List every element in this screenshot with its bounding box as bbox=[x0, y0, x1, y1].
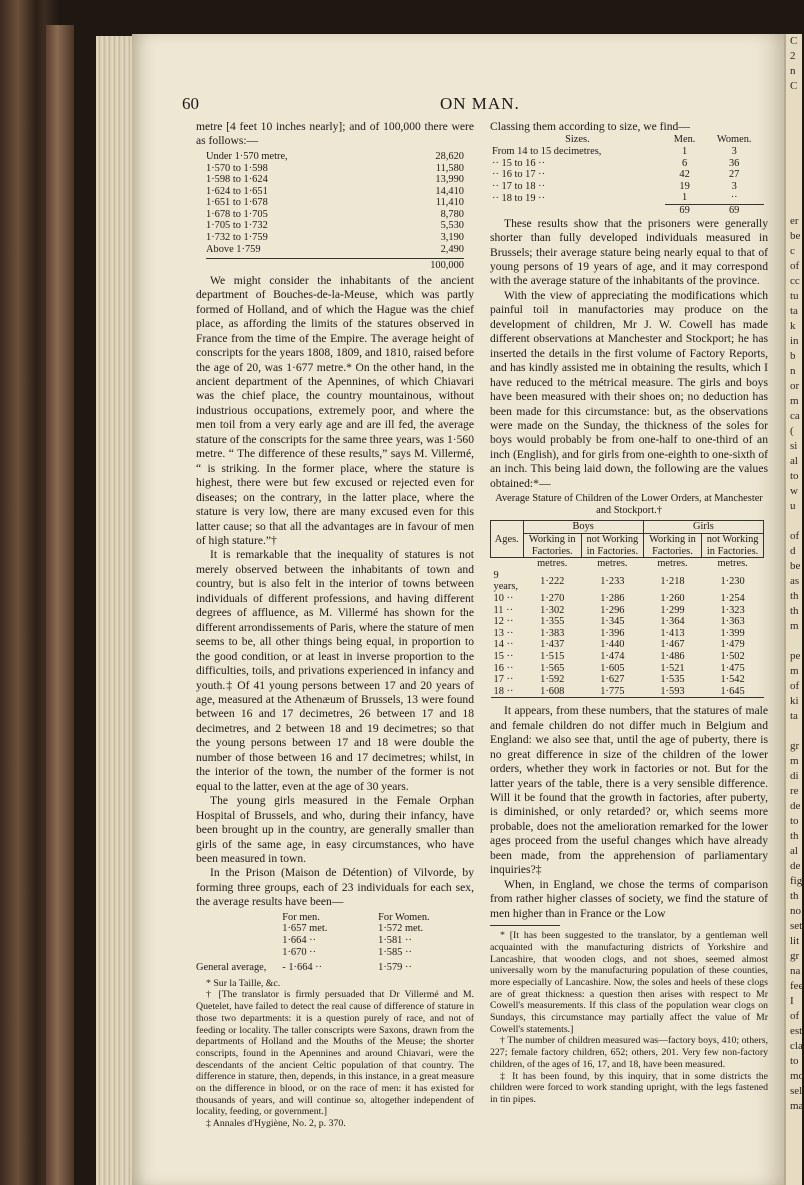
next-page-fragment: lit bbox=[790, 935, 800, 947]
size-table bbox=[490, 134, 764, 216]
unit-row bbox=[491, 558, 764, 570]
next-page-fragment: be bbox=[790, 230, 801, 242]
next-page-fragment: to bbox=[790, 470, 799, 482]
prison-table bbox=[196, 912, 474, 958]
paragraph: When, in England, we chose the terms of comparison from rather higher classes of society, we find the stature of men higher than in France or the Low bbox=[490, 877, 768, 920]
girls-working-head: Working in Factories. bbox=[643, 534, 701, 558]
paragraph: metre [4 feet 10 inches nearly]; and of 100,000 there were as follows:— bbox=[196, 120, 474, 148]
paragraph: In the Prison (Maison de Détention) of Vilvorde, by forming three groups, each of 23 individuals for each sex, the average results have been— bbox=[196, 866, 474, 909]
boys-not-working-value: 1·440 bbox=[600, 639, 625, 651]
next-page-fragment bbox=[786, 169, 802, 184]
boys-not-working-value: 1·775 bbox=[600, 685, 625, 697]
next-page-fragment: set bbox=[790, 920, 803, 932]
size-range: ·· 16 to 17 ·· bbox=[492, 169, 546, 181]
size-row bbox=[490, 181, 764, 193]
men-count: 1 bbox=[681, 146, 688, 158]
age: 9 years, bbox=[493, 569, 519, 593]
next-page-fragment: sel bbox=[790, 1085, 803, 1097]
paragraph: It appears, from these numbers, that the statures of male and female children do not differ much in Belgium and England: we also see that, until the age of puberty, there is no great difference in size of the children of the lower orders, whether they work in factories or not. But for the latter years of the table, there is a very sensible difference. Will it be found that the growth in factories, after puberty, is diminished, or only retarded? or, which seems more probable, does not the amelioration remarked for the lower ages proceed from the useful changes which have already been made, from the apprehension of parliamentary inquiries?‡ bbox=[490, 704, 768, 877]
next-page-fragment: ma bbox=[790, 1100, 804, 1112]
size-row bbox=[490, 146, 764, 158]
stature-count: 11,580 bbox=[435, 162, 464, 174]
girls-not-working-value: 1·363 bbox=[720, 616, 745, 628]
next-page-fragment bbox=[786, 634, 802, 649]
running-title: ON MAN. bbox=[440, 94, 520, 113]
girls-not-working-value: 1·399 bbox=[720, 627, 745, 639]
next-page-edge bbox=[784, 34, 802, 1185]
stature-table-row bbox=[491, 570, 764, 593]
prison-men-value: 1·664 ·· bbox=[282, 934, 317, 946]
prison-men bbox=[282, 912, 378, 958]
size-range: ·· 15 to 16 ·· bbox=[492, 157, 546, 169]
girls-working-value: 1·467 bbox=[660, 639, 685, 651]
boys-working-value: 1·355 bbox=[540, 616, 565, 628]
next-page-fragment bbox=[786, 154, 802, 169]
stature-row bbox=[206, 186, 464, 198]
girls-working-value: 1·413 bbox=[660, 627, 685, 639]
paragraph: With the view of appreciating the modifications which painful toil in manufactories may produce on the development of children, Mr J. W. Cowell has made different observations at Manchester and Stockport; he has inserted the details in the first volume of Factory Reports, and has kindly assisted me in obtaining the results, which I have reduced to the métrical measure. The girls and boys have been measured with their shoes on; no deduction has been made for this circumstance: but, as the observations were made on the Sunday, the thickness of the soles for boys would probably be from one-half to one-third of an inch (English), and for girls from one-eighth to one-sixth of an inch. This being laid down, the following are the values obtained:*— bbox=[490, 288, 768, 490]
girls-not-working-unit: metres. bbox=[717, 558, 748, 570]
next-page-fragment: m bbox=[790, 755, 799, 767]
age: 16 ·· bbox=[493, 662, 514, 674]
stature-count: 13,990 bbox=[435, 174, 464, 186]
prison-women-value: 1·581 ·· bbox=[378, 934, 412, 946]
next-page-fragment bbox=[786, 94, 802, 109]
stature-range: 1·570 to 1·598 bbox=[206, 162, 268, 174]
age: 11 ·· bbox=[493, 604, 514, 616]
next-page-fragment: al bbox=[790, 455, 798, 467]
size-range: ·· 18 to 19 ·· bbox=[492, 192, 546, 204]
next-page-fragment: pe bbox=[790, 650, 801, 662]
stature-row bbox=[206, 163, 464, 175]
women-total: 69 bbox=[704, 205, 764, 217]
next-page-fragment: 2 bbox=[790, 50, 796, 62]
next-page-fragment: na bbox=[790, 965, 801, 977]
stature-table-row bbox=[491, 639, 764, 651]
boys-not-working-value: 1·396 bbox=[600, 627, 625, 639]
prison-women-value: 1·585 ·· bbox=[378, 946, 412, 958]
stature-row bbox=[206, 244, 464, 256]
footnote: † [The translator is firmly persuaded that Dr Villermé and M. Quetelet, have failed to detect the real cause of difference of stature in those two departments: it is a question purely of race, and not of feeding or locality. The taller conscripts were Saxons, drawn from the departments of Holland and the Mouths of the Meuse; the shorter conscripts, found in the Apennines and around Chiavari, were the descendants of the ancient Celtic population of that country. The difference in stature, then, depends, in this instance, in a great measure on the difference in blood, or on the race of men: it has existed for thousands of years, and will continue so, altogether independent of locality, feeding, or government.] bbox=[196, 989, 474, 1118]
men-count: 1 bbox=[681, 192, 688, 204]
stature-row bbox=[206, 197, 464, 209]
footnote: * Sur la Taille, &c. bbox=[206, 977, 281, 989]
footnote: † The number of children measured was—factory boys, 410; others, 227; female factory children, 652; others, 201. Very few non-factory children, of the ages of 16, 17, and 18, have been measured. bbox=[490, 1035, 768, 1070]
girls-not-working-value: 1·502 bbox=[720, 650, 745, 662]
girls-working-value: 1·593 bbox=[660, 685, 685, 697]
age: 17 ·· bbox=[493, 674, 514, 686]
boys-not-working-value: 1·605 bbox=[600, 662, 625, 674]
stature-range: 1·678 to 1·705 bbox=[206, 208, 268, 220]
next-page-fragment: m bbox=[790, 395, 799, 407]
age: 15 ·· bbox=[493, 650, 514, 662]
stature-range: 1·598 to 1·624 bbox=[206, 174, 268, 186]
girls-not-working-value: 1·323 bbox=[720, 604, 745, 616]
footnote: ‡ It has been found, by this inquiry, that in some districts the children were forced to work standing upright, with the legs fastened in tin pipes. bbox=[490, 1070, 768, 1105]
boys-working-value: 1·302 bbox=[540, 604, 565, 616]
next-page-fragment: fee bbox=[790, 980, 804, 992]
next-page-fragment: or bbox=[790, 380, 800, 392]
stature-range: Above 1·759 bbox=[206, 243, 261, 255]
prison-women-value: 1·572 met. bbox=[378, 923, 424, 935]
girls-working-value: 1·486 bbox=[660, 650, 685, 662]
next-page-fragment: de bbox=[790, 860, 801, 872]
size-row bbox=[490, 169, 764, 181]
boys-working-value: 1·222 bbox=[540, 575, 565, 587]
stature-range: 1·624 to 1·651 bbox=[206, 185, 268, 197]
boys-working-value: 1·270 bbox=[540, 592, 565, 604]
men-head: Men. bbox=[673, 134, 696, 146]
women-average: 1·579 ·· bbox=[378, 962, 412, 974]
stature-table-row bbox=[491, 593, 764, 605]
size-head: Sizes. bbox=[565, 134, 590, 146]
women-count: 36 bbox=[728, 157, 740, 169]
next-page-fragment: de bbox=[790, 800, 801, 812]
next-page-fragment: di bbox=[790, 770, 799, 782]
next-page-fragment: n bbox=[790, 65, 796, 77]
stature-table-row bbox=[491, 616, 764, 628]
footnote: ‡ Annales d'Hygiène, No. 2, p. 370. bbox=[206, 1118, 346, 1130]
next-page-fragment: cc bbox=[790, 275, 800, 287]
women-count: 3 bbox=[731, 146, 737, 158]
stature-count: 14,410 bbox=[435, 185, 464, 197]
next-page-fragment: si bbox=[790, 440, 798, 452]
prison-men-head: For men. bbox=[282, 911, 320, 923]
girls-not-working-value: 1·542 bbox=[720, 674, 745, 686]
girls-working-unit: metres. bbox=[657, 558, 688, 570]
table-title: Average Stature of Children of the Lower Orders, at Manchester and Stockport.† bbox=[495, 493, 763, 516]
paragraph: We might consider the inhabitants of the ancient department of Bouches-de-la-Meuse, which was partly formed of Holland, and of which the Hague was the chief place, as affording the limits of the statures observed in France from the time of the Empire. The average height of conscripts for the years 1808, 1809, and 1810, raised before the age of 20, was 1·677 metre.* On the other hand, in the ancient department of the Apennines, of which Chiavari was the chief place, the country mountainous, without industrious occupations, extremely poor, and where the men toil from a very early age and are ill fed, the average stature of the conscripts for the same three years, was 1·560 metre. “ The difference of these results,” says M. Villermé, “ is striking. In the former place, where the stature is highest, there were but few excused or rejected even for diseases; on the contrary, in the latter place, where the stature is very low, there are many excused even for this latter cause; so that all the advantages are in favour of men of high stature.”† bbox=[196, 273, 474, 547]
stature-table-row bbox=[491, 605, 764, 617]
age: 12 ·· bbox=[493, 616, 514, 628]
next-page-fragment: ta bbox=[790, 305, 798, 317]
next-page-fragment: cla bbox=[790, 1040, 803, 1052]
prison-men-value: 1·670 ·· bbox=[282, 946, 317, 958]
left-column bbox=[196, 120, 474, 1130]
boys-working-value: 1·592 bbox=[540, 674, 565, 686]
age: 10 ·· bbox=[493, 592, 514, 604]
stature-total: 100,000 bbox=[206, 258, 464, 272]
footnotes-right bbox=[490, 930, 768, 1106]
age: 13 ·· bbox=[493, 627, 514, 639]
next-page-fragment: ( bbox=[790, 425, 794, 437]
girls-not-working-value: 1·475 bbox=[720, 662, 745, 674]
stature-count: 5,530 bbox=[440, 220, 464, 232]
next-page-fragment: m bbox=[790, 665, 799, 677]
boys-not-working-value: 1·233 bbox=[600, 575, 625, 587]
girls-working-value: 1·521 bbox=[660, 662, 685, 674]
prison-average bbox=[196, 962, 474, 974]
stature-row bbox=[206, 151, 464, 163]
next-page-fragment: th bbox=[790, 605, 799, 617]
stature-table-row bbox=[491, 663, 764, 675]
women-count: ·· bbox=[730, 192, 738, 204]
next-page-fragment: k bbox=[790, 320, 796, 332]
next-page-fragment: c bbox=[790, 245, 795, 257]
next-page-fragment: u bbox=[790, 500, 796, 512]
next-page-fragment bbox=[786, 184, 802, 199]
page-stack-edge bbox=[96, 36, 136, 1185]
age: 14 ·· bbox=[493, 639, 514, 651]
next-page-fragment: no bbox=[790, 905, 801, 917]
girls-not-working-value: 1·645 bbox=[720, 685, 745, 697]
size-range: ·· 17 to 18 ·· bbox=[492, 180, 546, 192]
next-page-fragment bbox=[786, 124, 802, 139]
boys-working-value: 1·565 bbox=[540, 662, 565, 674]
next-page-fragment: C bbox=[790, 35, 798, 47]
men-count: 19 bbox=[679, 180, 690, 192]
unit-blank bbox=[491, 558, 524, 570]
boys-not-working-value: 1·345 bbox=[600, 616, 625, 628]
girls-head: Girls bbox=[643, 521, 763, 534]
next-page-fragment: of bbox=[790, 530, 800, 542]
boys-not-working-head: not Working in Factories. bbox=[581, 534, 643, 558]
girls-working-value: 1·299 bbox=[660, 604, 685, 616]
next-page-fragment: of bbox=[790, 260, 800, 272]
boys-head: Boys bbox=[523, 521, 643, 534]
stature-table-row bbox=[491, 686, 764, 698]
next-page-fragment: re bbox=[790, 785, 799, 797]
girls-working-value: 1·218 bbox=[660, 575, 685, 587]
men-count: 42 bbox=[679, 169, 690, 181]
next-page-fragment: in bbox=[790, 335, 799, 347]
boys-not-working-value: 1·296 bbox=[600, 604, 625, 616]
women-count: 27 bbox=[728, 169, 740, 181]
girls-working-value: 1·364 bbox=[660, 616, 685, 628]
stature-row bbox=[206, 232, 464, 244]
boys-working-head: Working in Factories. bbox=[523, 534, 581, 558]
page-number: 60 bbox=[182, 94, 199, 113]
stature-table-row bbox=[491, 628, 764, 640]
stature-count: 2,490 bbox=[440, 243, 464, 255]
next-page-fragment bbox=[786, 199, 802, 214]
next-page-fragment: be bbox=[790, 560, 801, 572]
women-count: 3 bbox=[731, 180, 737, 192]
size-row bbox=[490, 158, 764, 170]
stature-range: 1·651 to 1·678 bbox=[206, 197, 268, 209]
boys-working-unit: metres. bbox=[537, 558, 568, 570]
stature-range: 1·732 to 1·759 bbox=[206, 232, 268, 244]
men-count: 6 bbox=[681, 157, 688, 169]
girls-not-working-value: 1·479 bbox=[720, 639, 745, 651]
next-page-fragment bbox=[786, 724, 802, 739]
next-page-fragment: m bbox=[790, 620, 799, 632]
next-page-fragment: th bbox=[790, 590, 799, 602]
girls-working-value: 1·260 bbox=[660, 592, 685, 604]
next-page-fragment: gr bbox=[790, 740, 800, 752]
stature-row bbox=[206, 174, 464, 186]
stature-table-row bbox=[491, 674, 764, 686]
stature-list bbox=[206, 151, 474, 255]
next-page-fragment: w bbox=[790, 485, 798, 497]
next-page-fragment: C bbox=[790, 80, 798, 92]
paragraph: The young girls measured in the Female Orphan Hospital of Brussels, and who, during their infancy, have been brought up in the country, are generally smaller than girls of the same age, in easy circumstances, who have been measured in town. bbox=[196, 794, 474, 865]
next-page-fragment: I bbox=[790, 995, 794, 1007]
next-page-fragment: b bbox=[790, 350, 796, 362]
boys-not-working-value: 1·627 bbox=[600, 674, 625, 686]
next-page-fragment bbox=[786, 139, 802, 154]
girls-not-working-head: not Working in Factories. bbox=[702, 534, 764, 558]
next-page-fragment bbox=[786, 109, 802, 124]
boys-not-working-value: 1·286 bbox=[600, 592, 625, 604]
next-page-fragment: est bbox=[790, 1025, 803, 1037]
book-cover-edge bbox=[46, 25, 74, 1185]
women-head: Women. bbox=[716, 134, 752, 146]
stature-range: Under 1·570 metre, bbox=[206, 150, 288, 162]
next-page-fragment: th bbox=[790, 830, 799, 842]
age: 18 ·· bbox=[493, 685, 514, 697]
next-page-fragment bbox=[786, 514, 802, 529]
next-page-fragment: mo bbox=[790, 1070, 804, 1082]
boys-working-value: 1·515 bbox=[540, 650, 565, 662]
men-average: - 1·664 ·· bbox=[282, 962, 323, 974]
next-page-fragment: of bbox=[790, 680, 800, 692]
right-column bbox=[490, 120, 768, 1106]
footnotes-left bbox=[196, 978, 474, 1130]
next-page-fragment: tu bbox=[790, 290, 799, 302]
next-page-fragment: to bbox=[790, 1055, 799, 1067]
next-page-fragment: ca bbox=[790, 410, 800, 422]
footnote-rule bbox=[490, 925, 560, 926]
next-page-fragment: n bbox=[790, 365, 796, 377]
prison-men-value: 1·657 met. bbox=[282, 923, 328, 935]
next-page-fragment: as bbox=[790, 575, 800, 587]
stature-table bbox=[490, 520, 764, 698]
girls-not-working-value: 1·254 bbox=[720, 592, 745, 604]
paragraph: It is remarkable that the inequality of statures is not merely observed between the inhabitants of town and country, but is also felt in the interior of towns between individuals of different professions, and having different degrees of affluence, as M. Villermé has shown for the different arrondissements of Paris, where the stature of men seems to be, all other things being equal, in proportion to the good condition, or at least in inverse proportion to the difficulties, toils, and privations experienced in infancy and youth.‡ Of 41 young persons between 17 and 20 years of age, measured at the Athenæum of Brussels, 13 were found between 16 and 17 decimetres, 26 between 17 and 18 decimetres, and 2 between 18 and 19 decimetres; so that the young persons between 17 and 18 were double the number of those between 16 and 17 decimetres; whilst, in the interior of the town, the number of the former is not equal to the latter, even at the age of 30 years. bbox=[196, 548, 474, 793]
stature-count: 28,620 bbox=[435, 150, 464, 162]
paragraph: Classing them according to size, we find— bbox=[490, 120, 690, 133]
stature-count: 3,190 bbox=[440, 232, 464, 244]
boys-not-working-value: 1·474 bbox=[600, 650, 625, 662]
next-page-fragment: er bbox=[790, 215, 799, 227]
paragraph: These results show that the prisoners were generally shorter than fully developed individuals measured in Brussels; their average stature being nearly equal to that of young persons of 19 years of age, and it may correspond with the average stature of the inhabitants of the province. bbox=[490, 216, 768, 288]
stature-table-row bbox=[491, 651, 764, 663]
stature-row bbox=[206, 220, 464, 232]
girls-working-value: 1·535 bbox=[660, 674, 685, 686]
next-page-fragment: gr bbox=[790, 950, 800, 962]
stature-range: 1·705 to 1·732 bbox=[206, 220, 268, 232]
prison-women-head: For Women. bbox=[378, 911, 430, 923]
next-page-fragment: ta bbox=[790, 710, 798, 722]
size-row bbox=[490, 192, 764, 204]
size-range: From 14 to 15 decimetres, bbox=[492, 146, 602, 158]
boys-working-value: 1·383 bbox=[540, 627, 565, 639]
stature-count: 11,410 bbox=[435, 197, 464, 209]
next-page-fragment: d bbox=[790, 545, 796, 557]
next-page-fragment: to bbox=[790, 815, 799, 827]
ages-head: Ages. bbox=[491, 521, 524, 558]
footnote: * [It has been suggested to the translator, by a gentleman well acquainted with the manufacturing districts of Yorkshire and Lancashire, that wooden clogs, and not shoes, seemed almost universally worn by the manufacturing population of these counties, more especially of Lancashire. Now, the soles and heels of these clogs are of great thickness: a question then arises with respect to Mr Cowell's measurements. If this class of the population wear clogs on Sundays, this circumstance may partially affect the value of Mr Cowell's statements.] bbox=[490, 930, 768, 1035]
next-page-fragment: al bbox=[790, 845, 798, 857]
boys-not-working-unit: metres. bbox=[597, 558, 628, 570]
next-page-fragment: of bbox=[790, 1010, 800, 1022]
next-page-fragment: fig bbox=[790, 875, 803, 887]
next-page-fragment: ki bbox=[790, 695, 799, 707]
boys-working-value: 1·608 bbox=[540, 685, 565, 697]
next-page-fragment: th bbox=[790, 890, 799, 902]
girls-not-working-value: 1·230 bbox=[720, 575, 745, 587]
boys-working-value: 1·437 bbox=[540, 639, 565, 651]
prison-women bbox=[378, 912, 474, 958]
stature-count: 8,780 bbox=[440, 208, 464, 220]
men-total: 69 bbox=[665, 205, 705, 217]
average-label: General average, bbox=[196, 962, 267, 974]
stature-row bbox=[206, 209, 464, 221]
